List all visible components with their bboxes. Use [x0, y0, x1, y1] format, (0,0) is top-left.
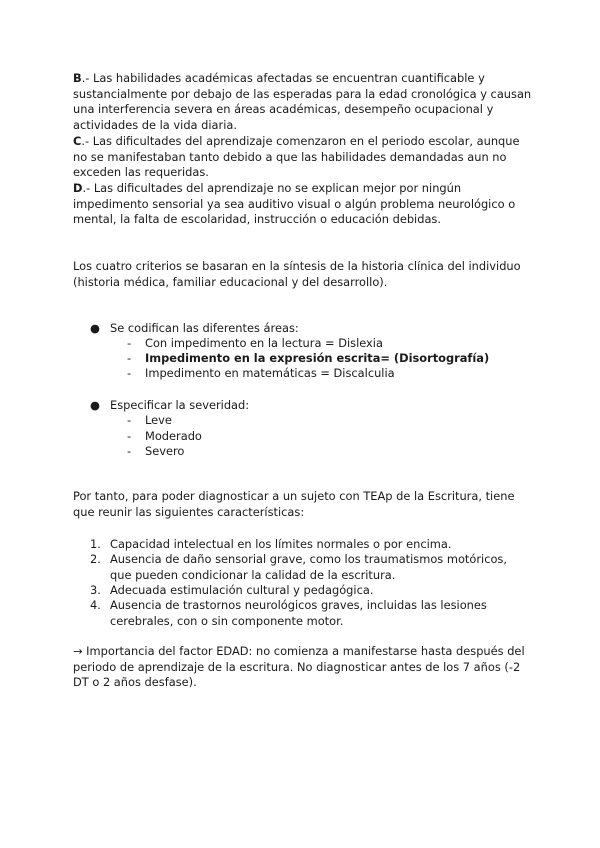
criterion-c-letter: C: [73, 134, 82, 148]
severity-heading: Especificar la severidad:: [110, 398, 250, 412]
dash-icon: -: [127, 351, 132, 365]
criterion-c-paragraph: [73, 134, 533, 181]
list-number: 3.: [90, 583, 101, 597]
severity-item: Leve: [145, 413, 172, 427]
area-item: Impedimento en matemáticas = Discalculia: [145, 366, 395, 380]
list-number: 2.: [90, 552, 101, 566]
areas-heading: Se codifican las diferentes áreas:: [110, 321, 299, 335]
bullet-icon: ●: [90, 321, 100, 335]
dash-icon: -: [127, 413, 132, 427]
criteria-summary-paragraph: Los cuatro criterios se basaran en la síntesis de la historia clínica del individuo (historia médica, familiar educacional y del desarrollo).: [73, 259, 521, 289]
age-note-paragraph: → Importancia del factor EDAD: no comienza a manifestarse hasta después del periodo de aprendizaje de la escritura. No diagnosticar antes de los 7 años (-2 DT o 2 años desfase).: [73, 644, 525, 690]
dash-icon: -: [127, 444, 132, 458]
characteristic-item: Ausencia de daño sensorial grave, como los traumatismos motóricos, que pueden condicionar la calidad de la escritura.: [110, 552, 507, 582]
diagnosis-intro-paragraph: Por tanto, para poder diagnosticar a un sujeto con TEAp de la Escritura, tiene que reunir las siguientes características:: [73, 489, 515, 519]
list-number: 1.: [90, 537, 101, 551]
criterion-c-text: .- Las dificultades del aprendizaje comenzaron en el periodo escolar, aunque no se manifestaban tanto debido a que las habilidades demandadas aun no exceden las requeridas.: [73, 134, 520, 180]
dash-icon: -: [127, 429, 132, 443]
characteristic-item: Ausencia de trastornos neurológicos graves, incluidas las lesiones cerebrales, con o sin componente motor.: [110, 598, 487, 628]
characteristic-item: Adecuada estimulación cultural y pedagógica.: [110, 583, 374, 597]
criterion-b-text: .- Las habilidades académicas afectadas se encuentran cuantificable y sustancialmente por debajo de las esperadas para la edad cronológica y causan una interferencia severa en áreas académicas, desempeño ocupacional y actividades de la vida diaria.: [73, 71, 532, 132]
dash-icon: -: [127, 336, 132, 350]
area-item: Impedimento en la expresión escrita= (Disortografía): [145, 351, 490, 365]
severity-item: Severo: [145, 444, 185, 458]
severity-item: Moderado: [145, 429, 202, 443]
dash-icon: -: [127, 366, 132, 380]
criterion-d-text: .- Las dificultades del aprendizaje no se explican mejor por ningún impedimento sensorial ya sea auditivo visual o algún problema neurológico o mental, la falta de escolaridad, instrucción o educación debidas.: [73, 181, 516, 227]
criterion-b-letter: B: [73, 71, 82, 85]
characteristic-item: Capacidad intelectual en los límites normales o por encima.: [110, 537, 452, 551]
list-number: 4.: [90, 598, 101, 612]
criterion-b-paragraph: [73, 71, 533, 133]
area-item: Con impedimento en la lectura = Dislexia: [145, 336, 383, 350]
criterion-d-letter: D: [73, 181, 83, 195]
bullet-icon: ●: [90, 398, 100, 412]
criterion-d-paragraph: [73, 181, 533, 228]
